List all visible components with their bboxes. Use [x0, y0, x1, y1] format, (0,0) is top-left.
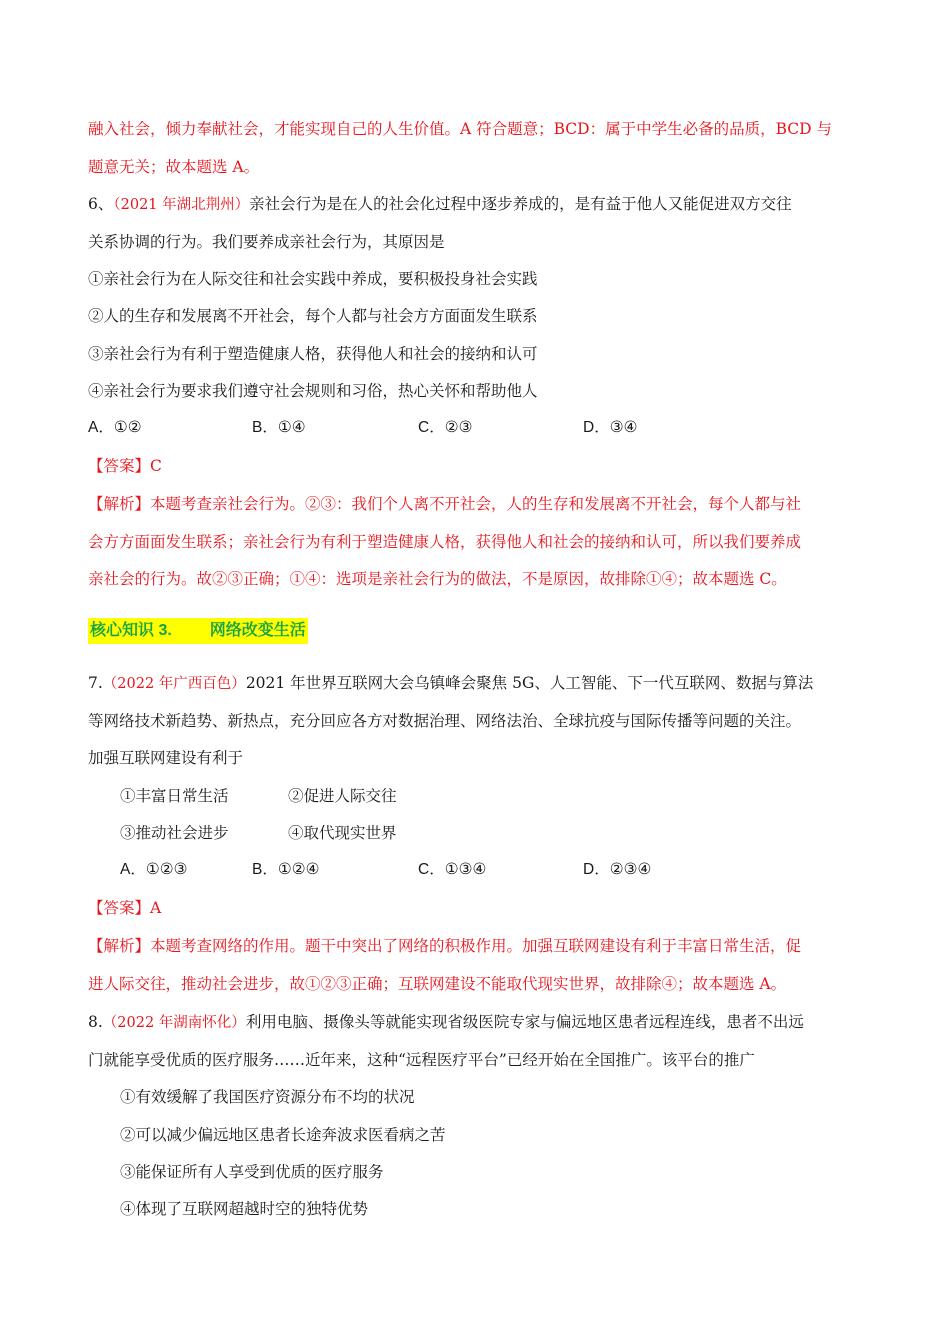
question-7-stem-cont: 等网络技术新趋势、新热点，充分回应各方对数据治理、网络法治、全球抗疫与国际传播等问题的关注。 [88, 712, 802, 730]
option-d: D．②③④ [583, 861, 652, 878]
option-b: B．①④ [252, 419, 306, 436]
question-8-stem [88, 1011, 804, 1034]
section-title: 网络改变生活 [209, 622, 306, 639]
statement-item: ①亲社会行为在人际交往和社会实践中养成，要积极投身社会实践 [88, 270, 538, 288]
statement-item: ③亲社会行为有利于塑造健康人格，获得他人和社会的接纳和认可 [88, 345, 538, 363]
analysis-line: 亲社会的行为。故②③正确；①④：选项是亲社会行为的做法，不是原因，故排除①④；故本题选 C。 [88, 570, 787, 588]
question-stem-text: 利用电脑、摄像头等就能实现省级医院专家与偏远地区患者远程连线，患者不出远 [245, 1013, 804, 1031]
statement-item: ①丰富日常生活 [120, 787, 229, 805]
statement-item: ②促进人际交往 [288, 787, 397, 805]
question-number: 7. [88, 674, 103, 692]
answer-label: 【答案】A [88, 899, 162, 917]
option-d: D．③④ [583, 419, 638, 436]
question-6-stem-cont: 关系协调的行为。我们要养成亲社会行为，其原因是 [88, 233, 445, 251]
statement-item: ④体现了互联网超越时空的独特优势 [120, 1200, 369, 1218]
option-c: C．①③④ [418, 861, 487, 878]
statement-item: ②人的生存和发展离不开社会，每个人都与社会方方面面发生联系 [88, 307, 538, 325]
section-label: 核心知识 3. [90, 622, 172, 639]
option-a: A．①②③ [120, 861, 188, 878]
statement-item: ②可以减少偏远地区患者长途奔波求医看病之苦 [120, 1126, 446, 1144]
option-b: B．①②④ [252, 861, 320, 878]
option-c: C．②③ [418, 419, 473, 436]
statement-item: ①有效缓解了我国医疗资源分布不均的状况 [120, 1088, 415, 1106]
analysis-line: 【解析】本题考查网络的作用。题干中突出了网络的积极作用。加强互联网建设有利于丰富日常生活，促 [88, 937, 802, 955]
question-stem-text: 2021 年世界互联网大会乌镇峰会聚焦 5G、人工智能、下一代互联网、数据与算法 [245, 674, 814, 692]
analysis-line: 进人际交往，推动社会进步，故①②③正确；互联网建设不能取代现实世界，故排除④；故本题选 A。 [88, 975, 787, 993]
analysis-line: 会方方面面发生联系；亲社会行为有利于塑造健康人格，获得他人和社会的接纳和认可，所以我们要养成 [88, 533, 802, 551]
statement-item: ④取代现实世界 [288, 824, 397, 842]
question-source: （2021 年湖北荆州） [113, 197, 250, 213]
question-source: （2022 年湖南怀化） [102, 1015, 246, 1031]
statement-item: ③推动社会进步 [120, 824, 229, 842]
analysis-line: 【解析】本题考查亲社会行为。②③：我们个人离不开社会，人的生存和发展离不开社会，每个人都与社 [88, 495, 802, 513]
question-source: （2022 年广西百色） [102, 676, 246, 692]
question-7-stem-cont: 加强互联网建设有利于 [88, 749, 244, 767]
statement-item: ③能保证所有人享受到优质的医疗服务 [120, 1163, 384, 1181]
answer-label: 【答案】C [88, 457, 162, 475]
option-a: A．①② [88, 419, 142, 436]
statement-item: ④亲社会行为要求我们遵守社会规则和习俗，热心关怀和帮助他人 [88, 382, 538, 400]
question-7-stem [88, 672, 813, 695]
analysis-continuation-line: 融入社会，倾力奉献社会，才能实现自己的人生价值。A 符合题意；BCD：属于中学生必备的品质，BCD 与 [88, 120, 832, 138]
question-stem-text: 亲社会行为是在人的社会化过程中逐步养成的，是有益于他人又能促进双方交往 [249, 195, 792, 213]
analysis-continuation-line: 题意无关；故本题选 A。 [88, 158, 260, 176]
section-heading [88, 618, 308, 644]
question-number: 6、 [88, 195, 114, 213]
question-8-stem-cont: 门就能享受优质的医疗服务……近年来，这种“远程医疗平台”已经开始在全国推广。该平台的推广 [88, 1051, 755, 1069]
question-number: 8. [88, 1013, 103, 1031]
question-6-stem [88, 193, 792, 216]
